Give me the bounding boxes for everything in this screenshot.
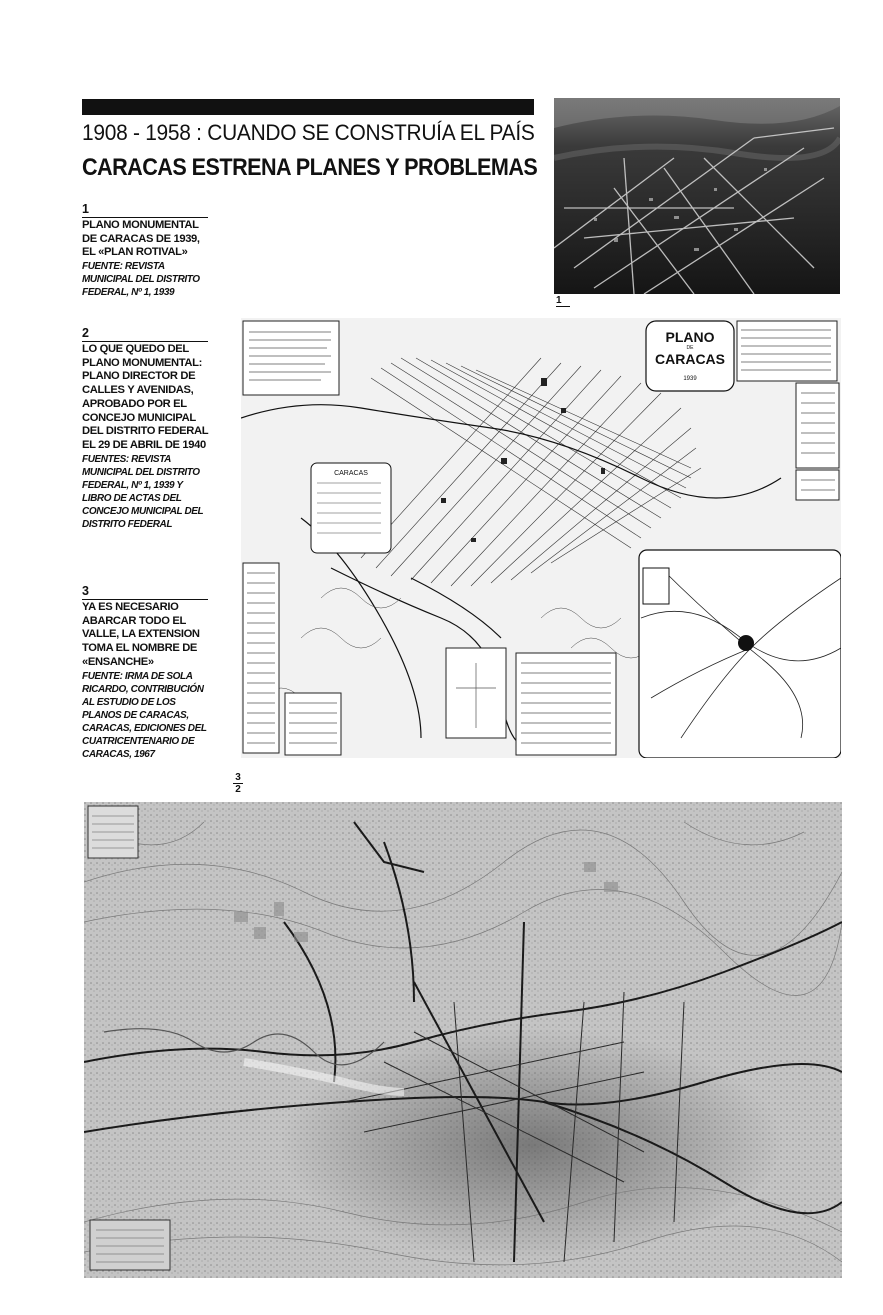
map-title-line1: PLANO (665, 329, 715, 345)
page-subtitle: CARACAS ESTRENA PLANES Y PROBLEMAS (82, 154, 538, 181)
ensanche-map (84, 802, 842, 1278)
caption-text: YA ES NECESARIO ABARCAR TODO EL VALLE, LA EXTENSION TOMA EL NOMBRE DE «ENSANCHE» (82, 601, 200, 668)
plano-caracas-map (241, 318, 841, 758)
caption-number: 2 (82, 327, 208, 342)
caption-3 (82, 585, 210, 761)
caption-1 (82, 203, 210, 299)
page-ref-top: 3 (233, 773, 243, 784)
map-title-line2: DE (686, 345, 694, 351)
plano-caracas-drawing (241, 318, 841, 758)
map-title-line3: CARACAS (655, 351, 725, 367)
caption-text: LO QUE QUEDO DEL PLANO MONUMENTAL: PLANO DIRECTOR DE CALLES Y AVENIDAS, APROBADO POR EL CONCEJO MUNICIPAL DEL DISTRITO FEDERAL EL 29 DE ABRIL DE 1940 (82, 343, 209, 451)
inset-title: CARACAS (334, 470, 368, 477)
ensanche-map-drawing (84, 802, 842, 1278)
page-ref-bottom: 2 (235, 784, 241, 795)
caption-number: 3 (82, 585, 208, 600)
page-title: 1908 - 1958 : CUANDO SE CONSTRUÍA EL PAÍS (82, 120, 535, 145)
title-bar (82, 99, 534, 115)
caption-source: FUENTES: REVISTA MUNICIPAL DEL DISTRITO FEDERAL, Nº 1, 1939 Y LIBRO DE ACTAS DEL CONCEJO MUNICIPAL DEL DISTRITO FEDERAL (82, 453, 204, 530)
caption-text: PLANO MONUMENTAL DE CARACAS DE 1939, EL «PLAN ROTIVAL» (82, 219, 200, 259)
caption-2 (82, 327, 210, 531)
caption-number: 1 (82, 203, 208, 218)
map-year: 1939 (683, 376, 697, 382)
figure-1-label: 1 (556, 296, 570, 307)
aerial-photo-drawing (554, 98, 840, 294)
aerial-photo (554, 98, 840, 294)
caption-source: FUENTE: IRMA DE SOLA RICARDO, CONTRIBUCIÓN AL ESTUDIO DE LOS PLANOS DE CARACAS, CARACAS, EDICIONES DEL CUATRICENTENARIO DE CARACAS, 1967 (82, 670, 207, 760)
caption-source: FUENTE: REVISTA MUNICIPAL DEL DISTRITO FEDERAL, Nº 1, 1939 (82, 261, 200, 299)
